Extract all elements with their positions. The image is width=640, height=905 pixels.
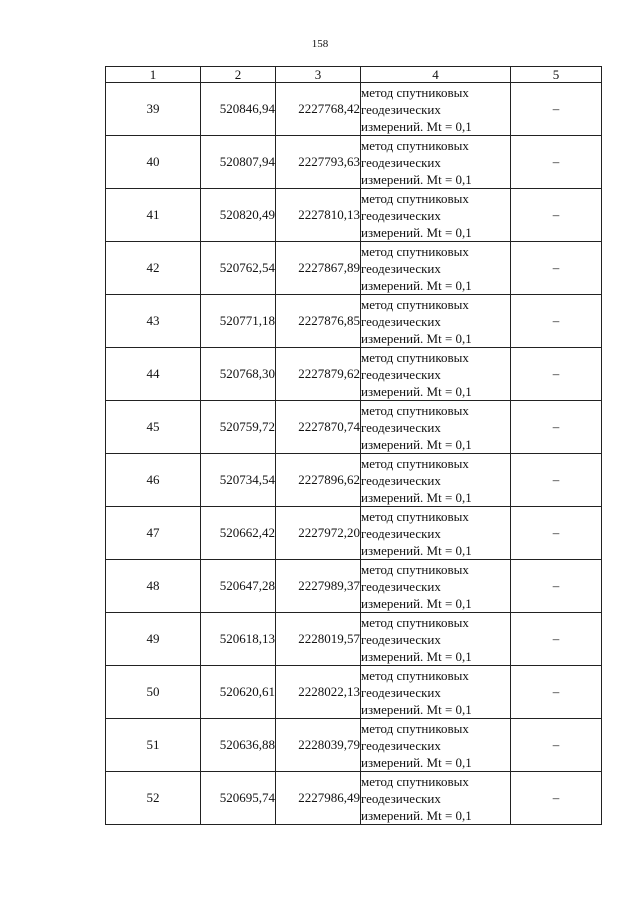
method-cell (361, 348, 511, 401)
header-cell-2: 2 (201, 67, 276, 83)
point-number-cell: 42 (106, 242, 201, 295)
method-line-1: метод спутниковых (361, 667, 469, 683)
x-coordinate-cell: 520636,88 (201, 719, 276, 772)
table-row (106, 666, 602, 719)
x-coordinate-cell: 520768,30 (201, 348, 276, 401)
y-coordinate-cell: 2227867,89 (276, 242, 361, 295)
note-cell: – (511, 719, 602, 772)
point-number-cell: 46 (106, 454, 201, 507)
method-line-3: измерений. Mt = 0,1 (361, 595, 472, 611)
method-line-3: измерений. Mt = 0,1 (361, 489, 472, 505)
x-coordinate-cell: 520807,94 (201, 136, 276, 189)
note-cell: – (511, 666, 602, 719)
method-line-1: метод спутниковых (361, 508, 469, 524)
method-cell (361, 719, 511, 772)
method-cell (361, 136, 511, 189)
point-number-cell: 41 (106, 189, 201, 242)
table-row (106, 613, 602, 666)
method-line-1: метод спутниковых (361, 243, 469, 259)
point-number-cell: 51 (106, 719, 201, 772)
table-body (106, 83, 602, 825)
point-number-cell: 45 (106, 401, 201, 454)
method-line-2: геодезических (361, 525, 441, 541)
note-cell: – (511, 772, 602, 825)
header-cell-5: 5 (511, 67, 602, 83)
point-number-cell: 47 (106, 507, 201, 560)
point-number-cell: 52 (106, 772, 201, 825)
header-row (106, 67, 602, 83)
table-row (106, 189, 602, 242)
method-line-1: метод спутниковых (361, 402, 469, 418)
method-line-2: геодезических (361, 472, 441, 488)
point-number-cell: 40 (106, 136, 201, 189)
table-row (106, 719, 602, 772)
method-line-2: геодезических (361, 313, 441, 329)
header-cell-4: 4 (361, 67, 511, 83)
method-cell (361, 242, 511, 295)
point-number-cell: 49 (106, 613, 201, 666)
method-line-2: геодезических (361, 790, 441, 806)
method-line-1: метод спутниковых (361, 190, 469, 206)
method-cell (361, 772, 511, 825)
x-coordinate-cell: 520759,72 (201, 401, 276, 454)
method-cell (361, 189, 511, 242)
note-cell: – (511, 613, 602, 666)
y-coordinate-cell: 2227810,13 (276, 189, 361, 242)
note-cell: – (511, 189, 602, 242)
method-line-3: измерений. Mt = 0,1 (361, 542, 472, 558)
method-cell (361, 560, 511, 613)
method-line-2: геодезических (361, 366, 441, 382)
note-cell: – (511, 454, 602, 507)
y-coordinate-cell: 2227972,20 (276, 507, 361, 560)
table-row (106, 295, 602, 348)
method-cell (361, 83, 511, 136)
method-line-2: геодезических (361, 101, 441, 117)
y-coordinate-cell: 2227876,85 (276, 295, 361, 348)
table-row (106, 242, 602, 295)
note-cell: – (511, 242, 602, 295)
table-header (106, 67, 602, 83)
method-cell (361, 613, 511, 666)
method-cell (361, 666, 511, 719)
table-row (106, 507, 602, 560)
method-line-1: метод спутниковых (361, 296, 469, 312)
method-line-2: геодезических (361, 419, 441, 435)
method-line-3: измерений. Mt = 0,1 (361, 701, 472, 717)
x-coordinate-cell: 520734,54 (201, 454, 276, 507)
method-line-3: измерений. Mt = 0,1 (361, 277, 472, 293)
method-line-2: геодезических (361, 578, 441, 594)
method-line-1: метод спутниковых (361, 720, 469, 736)
method-line-3: измерений. Mt = 0,1 (361, 648, 472, 664)
y-coordinate-cell: 2227989,37 (276, 560, 361, 613)
method-line-2: геодезических (361, 737, 441, 753)
method-line-3: измерений. Mt = 0,1 (361, 754, 472, 770)
header-cell-1: 1 (106, 67, 201, 83)
y-coordinate-cell: 2227870,74 (276, 401, 361, 454)
table-row (106, 348, 602, 401)
table-row (106, 83, 602, 136)
method-line-2: геодезических (361, 260, 441, 276)
method-line-1: метод спутниковых (361, 773, 469, 789)
y-coordinate-cell: 2227986,49 (276, 772, 361, 825)
x-coordinate-cell: 520647,28 (201, 560, 276, 613)
method-line-3: измерений. Mt = 0,1 (361, 436, 472, 452)
method-line-1: метод спутниковых (361, 614, 469, 630)
method-line-1: метод спутниковых (361, 349, 469, 365)
x-coordinate-cell: 520662,42 (201, 507, 276, 560)
method-cell (361, 454, 511, 507)
method-line-3: измерений. Mt = 0,1 (361, 330, 472, 346)
y-coordinate-cell: 2227768,42 (276, 83, 361, 136)
point-number-cell: 44 (106, 348, 201, 401)
header-cell-3: 3 (276, 67, 361, 83)
y-coordinate-cell: 2227896,62 (276, 454, 361, 507)
method-cell (361, 295, 511, 348)
table-row (106, 136, 602, 189)
y-coordinate-cell: 2227793,63 (276, 136, 361, 189)
note-cell: – (511, 560, 602, 613)
point-number-cell: 39 (106, 83, 201, 136)
table-row (106, 454, 602, 507)
method-line-3: измерений. Mt = 0,1 (361, 171, 472, 187)
method-line-3: измерений. Mt = 0,1 (361, 224, 472, 240)
x-coordinate-cell: 520820,49 (201, 189, 276, 242)
x-coordinate-cell: 520695,74 (201, 772, 276, 825)
method-line-1: метод спутниковых (361, 561, 469, 577)
method-cell (361, 507, 511, 560)
x-coordinate-cell: 520618,13 (201, 613, 276, 666)
method-line-2: геодезических (361, 684, 441, 700)
table-row (106, 772, 602, 825)
method-cell (361, 401, 511, 454)
note-cell: – (511, 136, 602, 189)
method-line-2: геодезических (361, 631, 441, 647)
x-coordinate-cell: 520846,94 (201, 83, 276, 136)
x-coordinate-cell: 520771,18 (201, 295, 276, 348)
coordinates-table (105, 66, 602, 825)
method-line-1: метод спутниковых (361, 84, 469, 100)
y-coordinate-cell: 2228039,79 (276, 719, 361, 772)
point-number-cell: 50 (106, 666, 201, 719)
note-cell: – (511, 295, 602, 348)
point-number-cell: 43 (106, 295, 201, 348)
method-line-3: измерений. Mt = 0,1 (361, 807, 472, 823)
x-coordinate-cell: 520620,61 (201, 666, 276, 719)
method-line-1: метод спутниковых (361, 455, 469, 471)
note-cell: – (511, 83, 602, 136)
page-number: 158 (311, 38, 329, 50)
note-cell: – (511, 348, 602, 401)
x-coordinate-cell: 520762,54 (201, 242, 276, 295)
method-line-2: геодезических (361, 154, 441, 170)
note-cell: – (511, 401, 602, 454)
note-cell: – (511, 507, 602, 560)
point-number-cell: 48 (106, 560, 201, 613)
table-row (106, 560, 602, 613)
method-line-3: измерений. Mt = 0,1 (361, 118, 472, 134)
table-row (106, 401, 602, 454)
method-line-2: геодезических (361, 207, 441, 223)
method-line-1: метод спутниковых (361, 137, 469, 153)
y-coordinate-cell: 2227879,62 (276, 348, 361, 401)
y-coordinate-cell: 2228019,57 (276, 613, 361, 666)
y-coordinate-cell: 2228022,13 (276, 666, 361, 719)
method-line-3: измерений. Mt = 0,1 (361, 383, 472, 399)
